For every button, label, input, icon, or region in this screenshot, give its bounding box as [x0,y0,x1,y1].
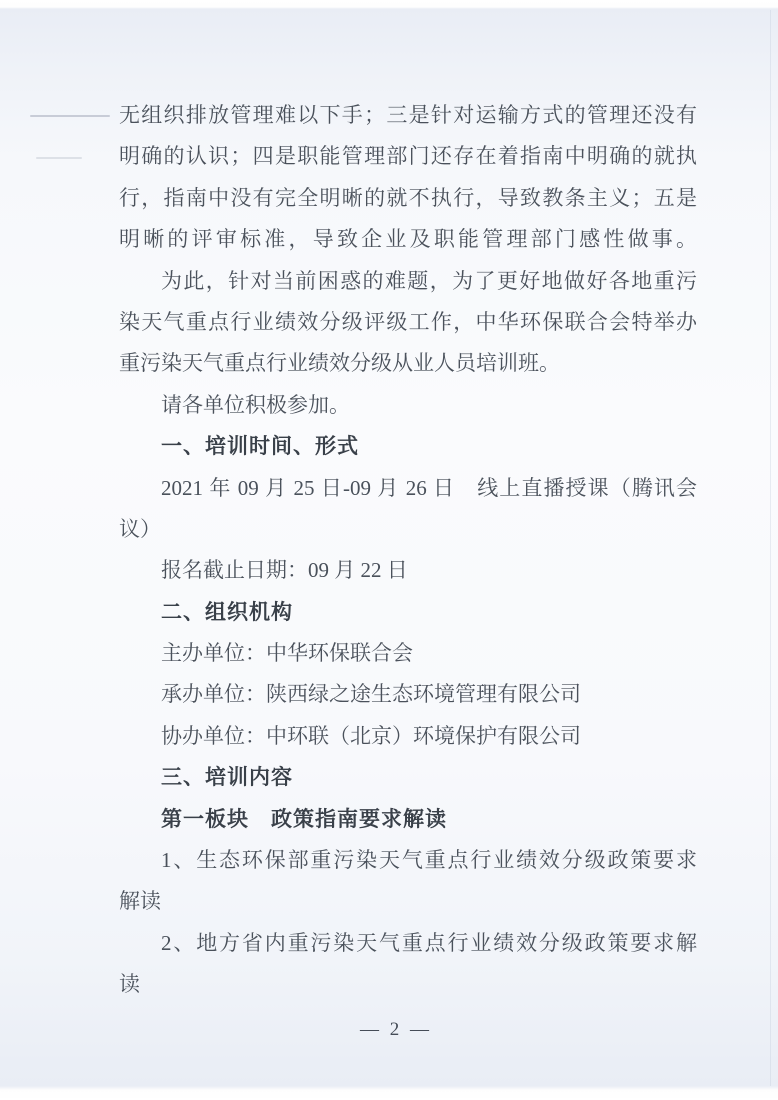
body-text-line: 行，指南中没有完全明晰的就不执行，导致教条主义；五是 [119,185,697,210]
body-text-line: 染天气重点行业绩效分级评级工作，中华环保联合会特举办 [119,309,697,334]
scan-edge-line [770,10,771,1086]
scan-artifact-dash [30,115,110,117]
body-text-line: 1、生态环保部重污染天气重点行业绩效分级政策要求 [161,848,697,873]
body-text-line: 承办单位：陕西绿之途生态环境管理有限公司 [161,682,581,707]
body-text-line: 明晰的评审标准，导致企业及职能管理部门感性做事。 [119,227,697,252]
body-text-line: 2、地方省内重污染天气重点行业绩效分级政策要求解 [161,930,697,955]
body-text-line: 请各单位积极参加。 [161,392,350,417]
body-text-line: 解读 [119,889,161,914]
page-number: — 2 — [360,1019,432,1040]
section-heading-training-time: 一、培训时间、形式 [161,435,359,459]
section-heading-organization: 二、组织机构 [161,600,293,624]
body-text-line: 重污染天气重点行业绩效分级从业人员培训班。 [119,351,560,376]
body-text-line: 无组织排放管理难以下手；三是针对运输方式的管理还没有 [119,103,697,127]
body-text-line: 议） [119,516,161,541]
scan-artifact-dash [36,157,82,159]
body-text-line: 2021 年 09 月 25 日-09 月 26 日 线上直播授课（腾讯会 [161,475,697,500]
body-text-line: 为此，针对当前困惑的难题，为了更好地做好各地重污 [161,268,697,293]
body-text-line: 协办单位：中环联（北京）环境保护有限公司 [161,723,581,748]
section-heading-training-content: 三、培训内容 [161,766,293,790]
block-heading-policy-guide: 第一板块 政策指南要求解读 [161,807,447,831]
body-text-line: 主办单位：中华环保联合会 [161,641,413,666]
body-text-line: 明确的认识；四是职能管理部门还存在着指南中明确的就执 [119,144,697,169]
body-text-line: 读 [119,972,140,997]
document-body [119,95,697,1006]
body-text-line: 报名截止日期：09 月 22 日 [161,558,408,583]
